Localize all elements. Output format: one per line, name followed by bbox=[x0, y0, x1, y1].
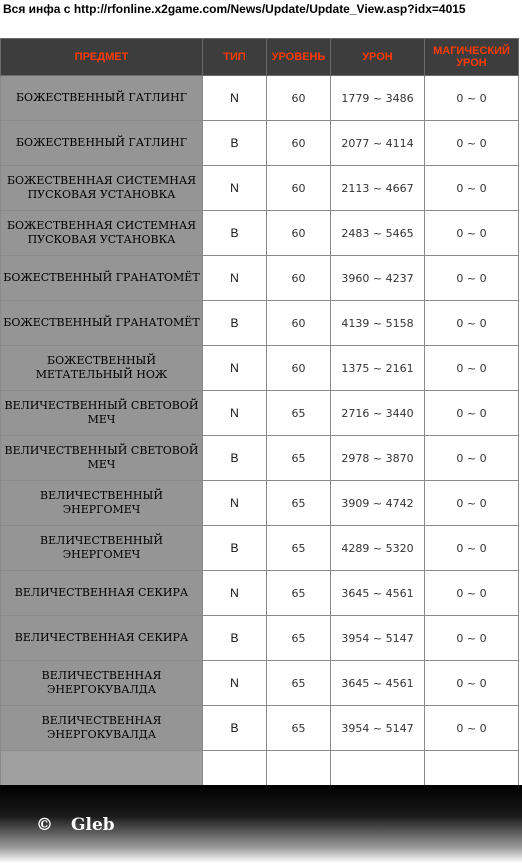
item-magic-damage-cell: 0 ~ 0 bbox=[425, 121, 519, 166]
item-type-cell: N bbox=[203, 346, 267, 391]
table-row bbox=[1, 436, 519, 481]
item-type-cell: B bbox=[203, 706, 267, 751]
table-row bbox=[1, 166, 519, 211]
weapons-table-container bbox=[0, 38, 518, 796]
item-level-cell: 65 bbox=[267, 706, 331, 751]
item-name-cell: БОЖЕСТВЕННАЯ СИСТЕМНАЯ ПУСКОВАЯ УСТАНОВКА bbox=[1, 166, 203, 211]
weapons-table bbox=[0, 38, 519, 796]
item-level-cell: 60 bbox=[267, 256, 331, 301]
header-level: УРОВЕНЬ bbox=[267, 39, 331, 76]
item-level-cell: 60 bbox=[267, 166, 331, 211]
item-magic-damage-cell: 0 ~ 0 bbox=[425, 76, 519, 121]
item-type-cell: N bbox=[203, 256, 267, 301]
item-name-cell: БОЖЕСТВЕННЫЙ МЕТАТЕЛЬНЫЙ НОЖ bbox=[1, 346, 203, 391]
item-damage-cell: 2113 ~ 4667 bbox=[331, 166, 425, 211]
header-row bbox=[1, 39, 519, 76]
item-damage-cell: 4289 ~ 5320 bbox=[331, 526, 425, 571]
table-row bbox=[1, 661, 519, 706]
table-row bbox=[1, 346, 519, 391]
item-damage-cell: 3909 ~ 4742 bbox=[331, 481, 425, 526]
item-magic-damage-cell: 0 ~ 0 bbox=[425, 706, 519, 751]
item-damage-cell: 3645 ~ 4561 bbox=[331, 571, 425, 616]
item-name-cell: ВЕЛИЧЕСТВЕННЫЙ ЭНЕРГОМЕЧ bbox=[1, 526, 203, 571]
item-damage-cell: 2077 ~ 4114 bbox=[331, 121, 425, 166]
table-row bbox=[1, 76, 519, 121]
item-type-cell: B bbox=[203, 121, 267, 166]
copyright bbox=[36, 815, 115, 835]
item-damage-cell: 3954 ~ 5147 bbox=[331, 616, 425, 661]
table-row bbox=[1, 616, 519, 661]
item-type-cell: N bbox=[203, 571, 267, 616]
item-name-cell: БОЖЕСТВЕННЫЙ ГРАНАТОМЁТ bbox=[1, 256, 203, 301]
item-type-cell: B bbox=[203, 526, 267, 571]
item-name-cell: БОЖЕСТВЕННАЯ СИСТЕМНАЯ ПУСКОВАЯ УСТАНОВКА bbox=[1, 211, 203, 256]
table-row bbox=[1, 301, 519, 346]
item-level-cell: 65 bbox=[267, 481, 331, 526]
item-damage-cell: 1375 ~ 2161 bbox=[331, 346, 425, 391]
table-row bbox=[1, 526, 519, 571]
item-level-cell: 65 bbox=[267, 391, 331, 436]
table-row bbox=[1, 121, 519, 166]
item-type-cell: N bbox=[203, 166, 267, 211]
item-type-cell: N bbox=[203, 76, 267, 121]
item-name-cell: ВЕЛИЧЕСТВЕННЫЙ ЭНЕРГОМЕЧ bbox=[1, 481, 203, 526]
item-damage-cell: 2716 ~ 3440 bbox=[331, 391, 425, 436]
header-item: ПРЕДМЕТ bbox=[1, 39, 203, 76]
item-type-cell: N bbox=[203, 661, 267, 706]
item-level-cell: 65 bbox=[267, 616, 331, 661]
item-magic-damage-cell: 0 ~ 0 bbox=[425, 346, 519, 391]
item-magic-damage-cell: 0 ~ 0 bbox=[425, 391, 519, 436]
item-level-cell: 60 bbox=[267, 301, 331, 346]
item-type-cell: B bbox=[203, 211, 267, 256]
item-magic-damage-cell: 0 ~ 0 bbox=[425, 481, 519, 526]
item-damage-cell: 3954 ~ 5147 bbox=[331, 706, 425, 751]
item-name-cell: ВЕЛИЧЕСТВЕННАЯ СЕКИРА bbox=[1, 571, 203, 616]
item-magic-damage-cell: 0 ~ 0 bbox=[425, 571, 519, 616]
item-type-cell: B bbox=[203, 616, 267, 661]
item-name-cell: ВЕЛИЧЕСТВЕННЫЙ СВЕТОВОЙ МЕЧ bbox=[1, 436, 203, 481]
item-name-cell: БОЖЕСТВЕННЫЙ ГАТЛИНГ bbox=[1, 121, 203, 166]
item-level-cell: 65 bbox=[267, 661, 331, 706]
item-level-cell: 60 bbox=[267, 346, 331, 391]
table-row bbox=[1, 706, 519, 751]
header-type: ТИП bbox=[203, 39, 267, 76]
item-damage-cell: 3960 ~ 4237 bbox=[331, 256, 425, 301]
table-row bbox=[1, 391, 519, 436]
item-magic-damage-cell: 0 ~ 0 bbox=[425, 166, 519, 211]
item-magic-damage-cell: 0 ~ 0 bbox=[425, 256, 519, 301]
footer bbox=[0, 785, 522, 863]
table-header bbox=[1, 39, 519, 76]
item-damage-cell: 2483 ~ 5465 bbox=[331, 211, 425, 256]
item-magic-damage-cell: 0 ~ 0 bbox=[425, 301, 519, 346]
item-level-cell: 65 bbox=[267, 571, 331, 616]
item-level-cell: 65 bbox=[267, 526, 331, 571]
item-magic-damage-cell: 0 ~ 0 bbox=[425, 526, 519, 571]
item-name-cell: ВЕЛИЧЕСТВЕННАЯ ЭНЕРГОКУВАЛДА bbox=[1, 706, 203, 751]
item-type-cell: B bbox=[203, 301, 267, 346]
item-type-cell: B bbox=[203, 436, 267, 481]
item-name-cell: БОЖЕСТВЕННЫЙ ГРАНАТОМЁТ bbox=[1, 301, 203, 346]
item-damage-cell: 3645 ~ 4561 bbox=[331, 661, 425, 706]
item-magic-damage-cell: 0 ~ 0 bbox=[425, 661, 519, 706]
table-row bbox=[1, 256, 519, 301]
item-type-cell: N bbox=[203, 391, 267, 436]
item-level-cell: 60 bbox=[267, 76, 331, 121]
item-name-cell: БОЖЕСТВЕННЫЙ ГАТЛИНГ bbox=[1, 76, 203, 121]
table-body bbox=[1, 76, 519, 796]
item-damage-cell: 2978 ~ 3870 bbox=[331, 436, 425, 481]
item-level-cell: 60 bbox=[267, 121, 331, 166]
item-magic-damage-cell: 0 ~ 0 bbox=[425, 436, 519, 481]
header-damage: УРОН bbox=[331, 39, 425, 76]
author-name: Gleb bbox=[71, 815, 115, 835]
item-name-cell: ВЕЛИЧЕСТВЕННАЯ ЭНЕРГОКУВАЛДА bbox=[1, 661, 203, 706]
item-level-cell: 65 bbox=[267, 436, 331, 481]
table-row bbox=[1, 211, 519, 256]
item-level-cell: 60 bbox=[267, 211, 331, 256]
copyright-symbol: © bbox=[36, 815, 53, 835]
header-magic-damage: МАГИЧЕСКИЙ УРОН bbox=[425, 39, 519, 76]
item-damage-cell: 1779 ~ 3486 bbox=[331, 76, 425, 121]
item-name-cell: ВЕЛИЧЕСТВЕННЫЙ СВЕТОВОЙ МЕЧ bbox=[1, 391, 203, 436]
item-name-cell: ВЕЛИЧЕСТВЕННАЯ СЕКИРА bbox=[1, 616, 203, 661]
item-magic-damage-cell: 0 ~ 0 bbox=[425, 211, 519, 256]
item-magic-damage-cell: 0 ~ 0 bbox=[425, 616, 519, 661]
table-row bbox=[1, 481, 519, 526]
source-line: Вся инфа с http://rfonline.x2game.com/News/Update/Update_View.asp?idx=4015 bbox=[3, 2, 466, 16]
table-row bbox=[1, 571, 519, 616]
item-damage-cell: 4139 ~ 5158 bbox=[331, 301, 425, 346]
item-type-cell: N bbox=[203, 481, 267, 526]
